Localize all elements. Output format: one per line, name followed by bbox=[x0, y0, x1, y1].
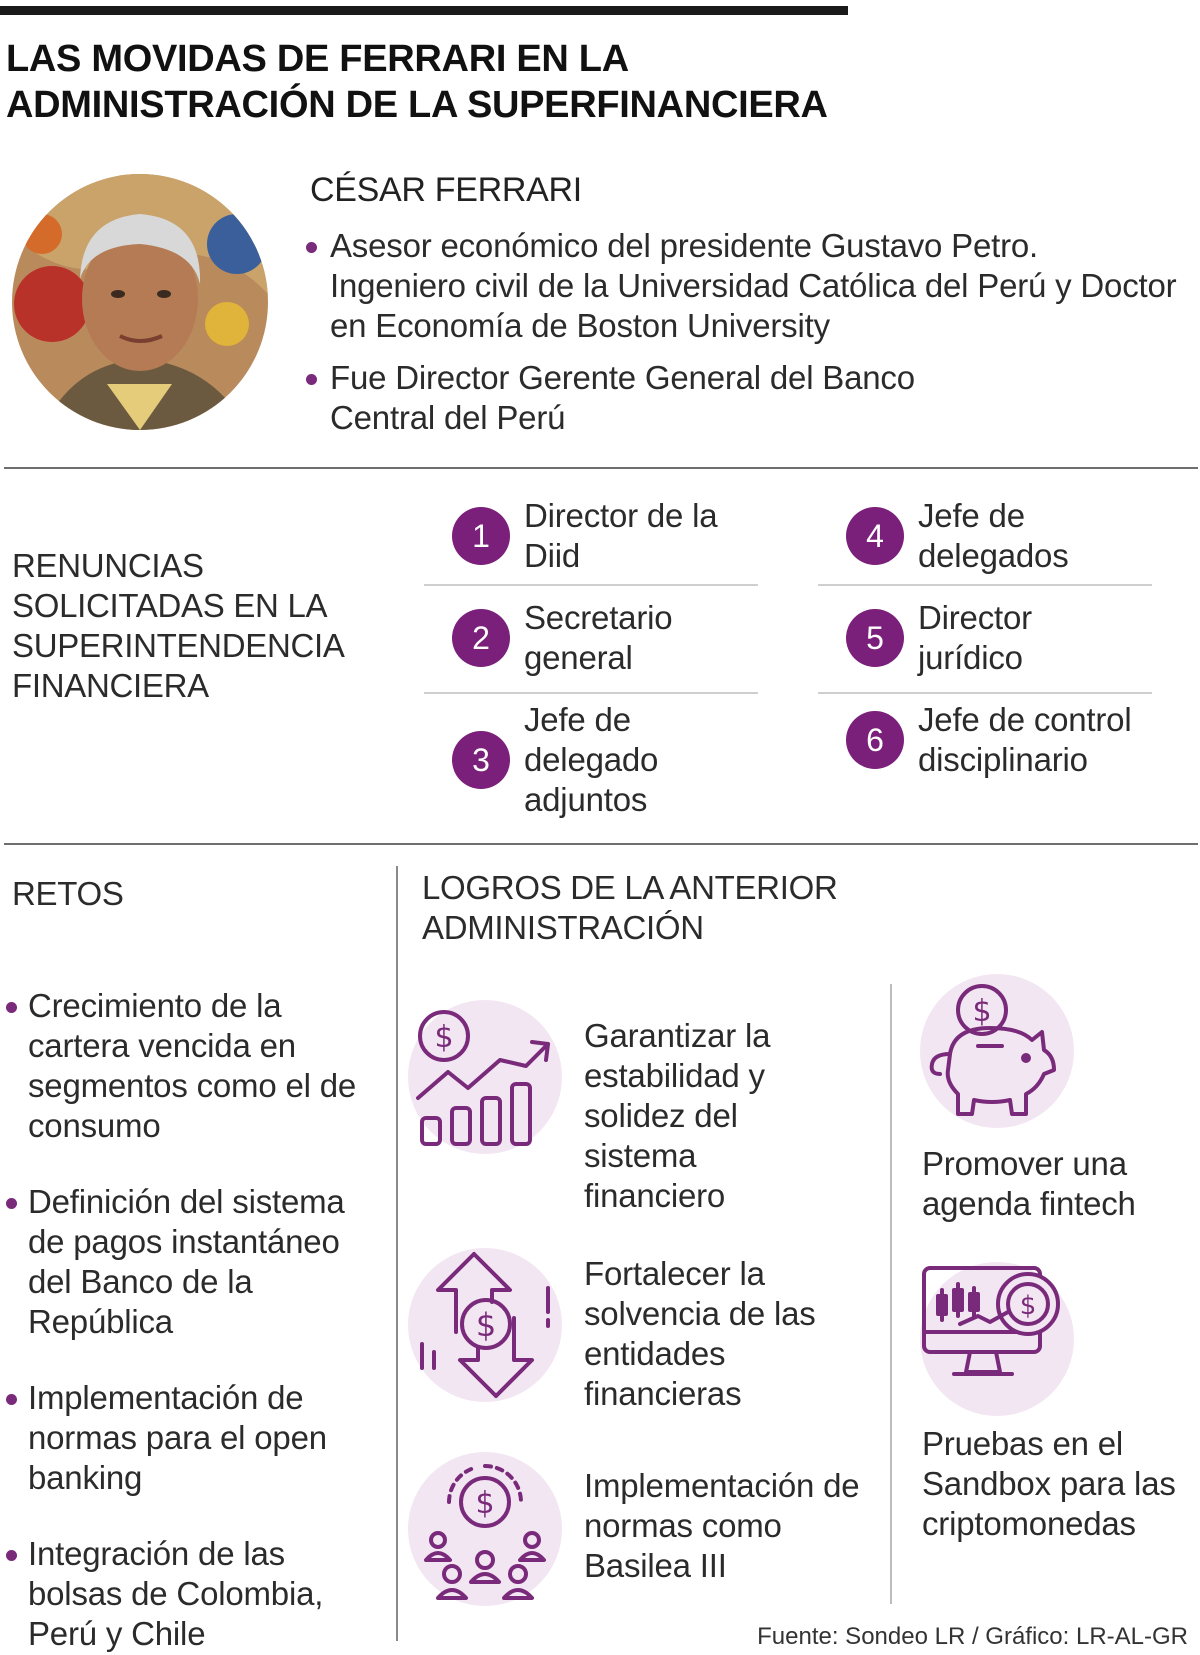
separator bbox=[818, 584, 1152, 586]
reto-item: Implementación de normas para el open banking bbox=[6, 1378, 328, 1498]
position-label: Director jurídico bbox=[918, 599, 1032, 676]
position-item-5 bbox=[846, 598, 1176, 678]
column-divider bbox=[890, 984, 892, 1604]
page-title bbox=[6, 36, 1006, 128]
top-rule bbox=[0, 6, 848, 15]
svg-text:$: $ bbox=[475, 1306, 497, 1344]
renuncias-heading: RENUNCIAS SOLICITADAS EN LA SUPERINTENDENCIA FINANCIERA bbox=[12, 547, 343, 704]
position-label: Jefe de delegado adjuntos bbox=[524, 701, 659, 818]
position-label: Jefe de delegados bbox=[918, 497, 1069, 574]
logro-text: Fortalecer la solvencia de las entidades financieras bbox=[584, 1255, 816, 1412]
title-line-1: LAS MOVIDAS DE FERRARI EN LA bbox=[6, 38, 629, 80]
logro-text: Promover una agenda fintech bbox=[922, 1145, 1136, 1222]
monitor-crypto-icon bbox=[920, 1262, 1074, 1416]
svg-text:$: $ bbox=[434, 1020, 454, 1055]
svg-text:$: $ bbox=[972, 994, 992, 1029]
separator bbox=[424, 692, 758, 694]
position-item-1 bbox=[452, 496, 752, 576]
position-item-2 bbox=[452, 598, 752, 678]
retos-heading: RETOS bbox=[12, 875, 124, 912]
position-number: 2 bbox=[452, 609, 510, 667]
position-number: 5 bbox=[846, 609, 904, 667]
logro-text: Implementación de normas como Basilea III bbox=[584, 1467, 860, 1584]
position-label: Director de la Diid bbox=[524, 497, 718, 574]
reto-item: Integración de las bolsas de Colombia, Perú y Chile bbox=[6, 1534, 358, 1654]
logros-heading: LOGROS DE LA ANTERIOR ADMINISTRACIÓN bbox=[422, 869, 838, 946]
position-number: 6 bbox=[846, 711, 904, 769]
column-divider bbox=[396, 866, 398, 1641]
retos-list bbox=[6, 986, 381, 1654]
separator bbox=[424, 584, 758, 586]
svg-text:$: $ bbox=[475, 1486, 495, 1521]
position-label: Secretario general bbox=[524, 599, 673, 676]
position-number: 4 bbox=[846, 507, 904, 565]
reto-item: Definición del sistema de pagos instantáneo del Banco de la República bbox=[6, 1182, 388, 1342]
bio-item: Asesor económico del presidente Gustavo Petro. Ingeniero civil de la Universidad Católica del Perú y Doctor en Economía de Boston University bbox=[300, 226, 1180, 346]
source-credit: Fuente: Sondeo LR / Gráfico: LR-AL-GR bbox=[757, 1623, 1188, 1650]
piggy-bank-icon bbox=[920, 974, 1074, 1128]
position-item-4 bbox=[846, 496, 1176, 576]
divider bbox=[4, 467, 1198, 469]
portrait-photo bbox=[12, 174, 268, 430]
position-item-3 bbox=[452, 700, 752, 820]
reto-item: Crecimiento de la cartera vencida en segmentos como el de consumo bbox=[6, 986, 358, 1146]
growth-chart-dollar-icon bbox=[408, 1000, 562, 1154]
title-line-2: ADMINISTRACIÓN DE LA SUPERFINANCIERA bbox=[6, 84, 828, 126]
people-dollar-icon bbox=[408, 1452, 562, 1606]
person-name: CÉSAR FERRARI bbox=[310, 171, 582, 209]
bio-list bbox=[300, 226, 1180, 450]
logro-text: Pruebas en el Sandbox para las criptomonedas bbox=[922, 1425, 1176, 1542]
position-label: Jefe de control disciplinario bbox=[918, 701, 1132, 778]
position-number: 1 bbox=[452, 507, 510, 565]
logro-text: Garantizar la estabilidad y solidez del sistema financiero bbox=[584, 1017, 771, 1214]
separator bbox=[818, 692, 1152, 694]
position-item-6 bbox=[846, 700, 1186, 780]
dollar-arrows-icon bbox=[408, 1248, 562, 1402]
svg-text:$: $ bbox=[1019, 1291, 1037, 1321]
bio-item: Fue Director Gerente General del Banco Central del Perú bbox=[300, 358, 970, 438]
position-number: 3 bbox=[452, 731, 510, 789]
divider bbox=[4, 843, 1198, 845]
